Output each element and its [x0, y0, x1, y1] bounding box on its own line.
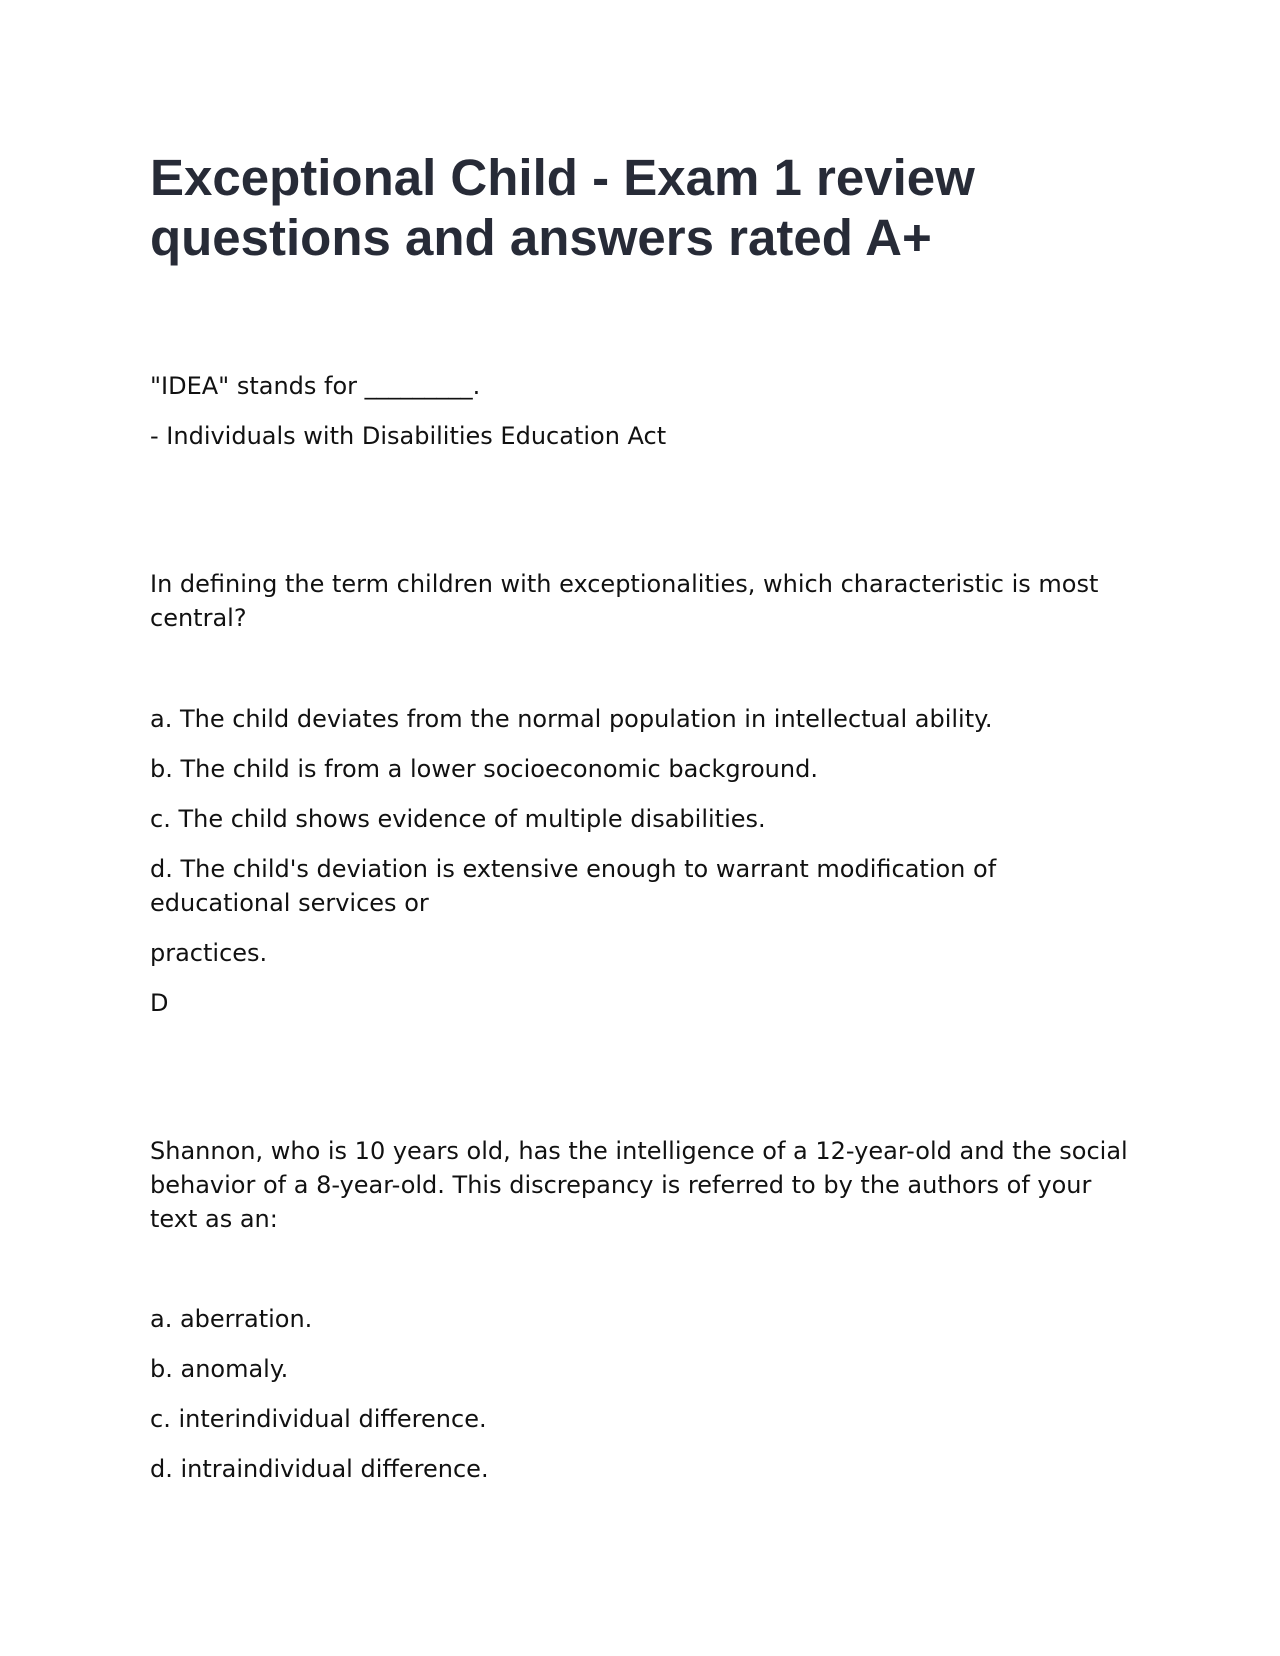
question-3-prompt: Shannon, who is 10 years old, has the intelligence of a 12-year-old and the social behavior of a 8-year-old. This discrepancy is referred to by the authors of your text as an:: [150, 1137, 1128, 1233]
question-2-option-b: b. The child is from a lower socioeconomic background.: [150, 755, 818, 783]
question-2-option-c: c. The child shows evidence of multiple disabilities.: [150, 805, 766, 833]
question-1-answer: - Individuals with Disabilities Education Act: [150, 422, 667, 450]
document-title: Exceptional Child - Exam 1 review questions and answers rated A+: [150, 149, 975, 266]
question-2-option-d-continuation: practices.: [150, 939, 268, 967]
question-2-answer: D: [150, 989, 169, 1017]
question-3-option-b: b. anomaly.: [150, 1355, 289, 1383]
question-2-prompt: In defining the term children with exceptionalities, which characteristic is most central?: [150, 570, 1099, 632]
question-2-option-d: d. The child's deviation is extensive enough to warrant modification of educational services or: [150, 855, 997, 917]
question-3-option-a: a. aberration.: [150, 1305, 313, 1333]
question-3-option-c: c. interindividual difference.: [150, 1405, 487, 1433]
question-2-option-a: a. The child deviates from the normal population in intellectual ability.: [150, 705, 993, 733]
question-1-prompt: "IDEA" stands for _________.: [150, 372, 481, 400]
question-3-option-d: d. intraindividual difference.: [150, 1455, 489, 1483]
